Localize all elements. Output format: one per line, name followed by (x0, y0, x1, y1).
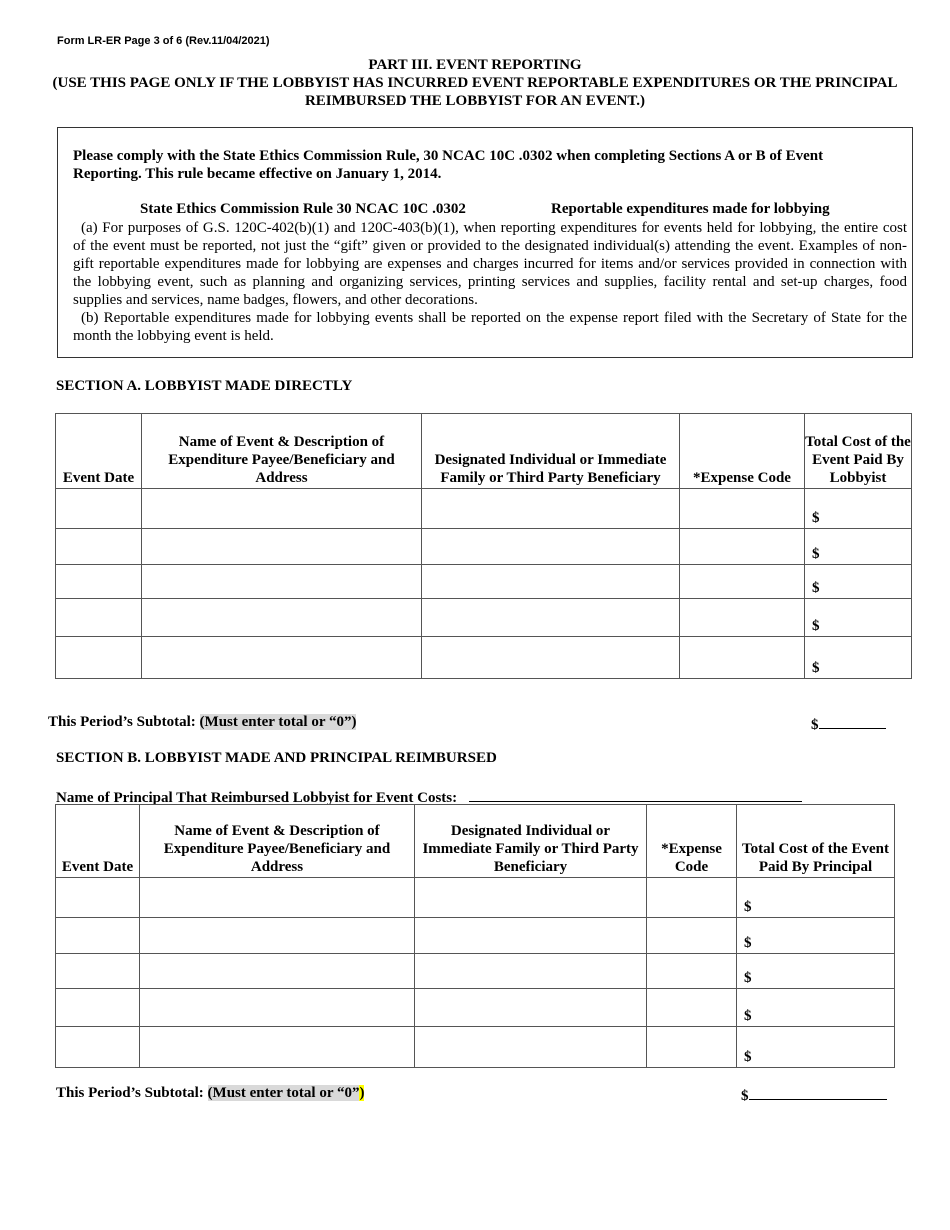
event-name-cell[interactable] (142, 529, 422, 565)
subtotal-label: This Period’s Subtotal: (56, 1085, 208, 1101)
table-row (56, 565, 912, 599)
section-b-table (55, 804, 895, 1068)
rule-box (57, 127, 913, 358)
amount-cell[interactable]: $ (737, 918, 895, 954)
expense-code-cell[interactable] (647, 1027, 737, 1068)
event-name-cell[interactable] (142, 489, 422, 529)
designated-individual-cell[interactable] (422, 565, 680, 599)
form-id: Form LR-ER Page 3 of 6 (Rev.11/04/2021) (57, 35, 270, 47)
event-date-cell[interactable] (56, 954, 140, 989)
event-name-cell[interactable] (140, 918, 415, 954)
principal-label: Name of Principal That Reimbursed Lobbyist for Event Costs: (56, 790, 458, 806)
designated-individual-cell[interactable] (422, 599, 680, 637)
principal-name-blank[interactable] (469, 787, 802, 802)
event-date-cell[interactable] (56, 1027, 140, 1068)
col-event-date: Event Date (56, 414, 142, 489)
event-date-cell[interactable] (56, 878, 140, 918)
expense-code-cell[interactable] (647, 989, 737, 1027)
amount-cell[interactable]: $ (805, 599, 912, 637)
section-a-subtotal (48, 714, 356, 731)
col-designated-individual: Designated Individual or Immediate Family or Third Party Beneficiary (422, 414, 680, 489)
expense-code-cell[interactable] (680, 599, 805, 637)
event-date-cell[interactable] (56, 489, 142, 529)
designated-individual-cell[interactable] (415, 954, 647, 989)
event-name-cell[interactable] (140, 954, 415, 989)
section-a-table (55, 413, 912, 679)
subtotal-note: (Must enter total or “0”) (199, 714, 357, 730)
section-b-subtotal (56, 1085, 364, 1102)
subtotal-note-end: ) (359, 1085, 365, 1101)
event-name-cell[interactable] (142, 599, 422, 637)
designated-individual-cell[interactable] (422, 529, 680, 565)
section-b-heading: SECTION B. LOBBYIST MADE AND PRINCIPAL REIMBURSED (56, 750, 497, 766)
designated-individual-cell[interactable] (422, 489, 680, 529)
event-date-cell[interactable] (56, 529, 142, 565)
table-row (56, 989, 895, 1027)
amount-cell[interactable]: $ (737, 954, 895, 989)
table-row (56, 637, 912, 679)
subtotal-blank[interactable] (749, 1085, 887, 1100)
col-designated-individual: Designated Individual or Immediate Family or Third Party Beneficiary (415, 805, 647, 878)
event-name-cell[interactable] (140, 1027, 415, 1068)
expense-code-cell[interactable] (647, 878, 737, 918)
section-a-subtotal-amount[interactable] (811, 714, 886, 734)
currency-symbol: $ (811, 717, 819, 733)
table-row (56, 918, 895, 954)
amount-cell[interactable]: $ (805, 529, 912, 565)
amount-cell[interactable]: $ (737, 878, 895, 918)
designated-individual-cell[interactable] (415, 1027, 647, 1068)
amount-cell[interactable]: $ (805, 565, 912, 599)
event-date-cell[interactable] (56, 565, 142, 599)
rule-body (73, 219, 907, 345)
subtotal-blank[interactable] (819, 714, 886, 729)
col-total-cost: Total Cost of the Event Paid By Lobbyist (805, 414, 912, 489)
amount-cell[interactable]: $ (805, 489, 912, 529)
rule-subject: Reportable expenditures made for lobbying (551, 201, 830, 217)
col-event-name: Name of Event & Description of Expenditure Payee/Beneficiary and Address (142, 414, 422, 489)
expense-code-cell[interactable] (680, 529, 805, 565)
col-total-cost: Total Cost of the Event Paid By Principal (737, 805, 895, 878)
event-date-cell[interactable] (56, 637, 142, 679)
table-row (56, 599, 912, 637)
rule-paragraph-b: (b) Reportable expenditures made for lobbying events shall be reported on the expense report filed with the Secretary of State for the month the lobbying event is held. (73, 310, 907, 344)
page-subtitle: (USE THIS PAGE ONLY IF THE LOBBYIST HAS INCURRED EVENT REPORTABLE EXPENDITURES OR THE PRINCIPAL REIMBURSED THE LOBBYIST FOR AN EVENT.) (52, 75, 898, 109)
amount-cell[interactable]: $ (805, 637, 912, 679)
table-row (56, 1027, 895, 1068)
expense-code-cell[interactable] (680, 637, 805, 679)
designated-individual-cell[interactable] (415, 918, 647, 954)
col-event-date: Event Date (56, 805, 140, 878)
table-row (56, 489, 912, 529)
event-date-cell[interactable] (56, 918, 140, 954)
subtotal-note: (Must enter total or “0” (207, 1085, 360, 1101)
currency-symbol: $ (741, 1088, 749, 1104)
event-name-cell[interactable] (142, 565, 422, 599)
col-expense-code: *Expense Code (680, 414, 805, 489)
table-row (56, 878, 895, 918)
page-title: PART III. EVENT REPORTING (368, 57, 582, 73)
designated-individual-cell[interactable] (422, 637, 680, 679)
table-header-row (56, 805, 895, 878)
event-name-cell[interactable] (140, 878, 415, 918)
expense-code-cell[interactable] (647, 918, 737, 954)
expense-code-cell[interactable] (647, 954, 737, 989)
rule-paragraph-a: (a) For purposes of G.S. 120C-402(b)(1) and 120C-403(b)(1), when reporting expenditures for events held for lobbying, the entire cost of the event must be reported, not just the “gift” given or provided to the designated individual(s) attending the event. Examples of non-gift reportable expenditures made for lobbying are expenses and charges incurred for items and/or services provided in connection with the lobbying event, such as planning and organizing services, printing services and supplies, facility rental and set-up charges, food supplies and services, name badges, flowers, and other decorations. (73, 220, 907, 308)
col-expense-code: *Expense Code (647, 805, 737, 878)
col-event-name: Name of Event & Description of Expenditure Payee/Beneficiary and Address (140, 805, 415, 878)
table-row (56, 954, 895, 989)
comply-notice: Please comply with the State Ethics Commission Rule, 30 NCAC 10C .0302 when completing Sections A or B of Event Reporting. This rule became effective on January 1, 2014. (73, 148, 824, 182)
subtotal-label: This Period’s Subtotal: (48, 714, 200, 730)
expense-code-cell[interactable] (680, 489, 805, 529)
table-header-row (56, 414, 912, 489)
event-name-cell[interactable] (142, 637, 422, 679)
amount-cell[interactable]: $ (737, 1027, 895, 1068)
table-row (56, 529, 912, 565)
section-a-heading: SECTION A. LOBBYIST MADE DIRECTLY (56, 378, 353, 394)
designated-individual-cell[interactable] (415, 989, 647, 1027)
designated-individual-cell[interactable] (415, 878, 647, 918)
rule-title: State Ethics Commission Rule 30 NCAC 10C .0302 (140, 201, 466, 217)
event-name-cell[interactable] (140, 989, 415, 1027)
event-date-cell[interactable] (56, 989, 140, 1027)
event-date-cell[interactable] (56, 599, 142, 637)
amount-cell[interactable]: $ (737, 989, 895, 1027)
expense-code-cell[interactable] (680, 565, 805, 599)
section-b-subtotal-amount[interactable] (741, 1085, 887, 1105)
